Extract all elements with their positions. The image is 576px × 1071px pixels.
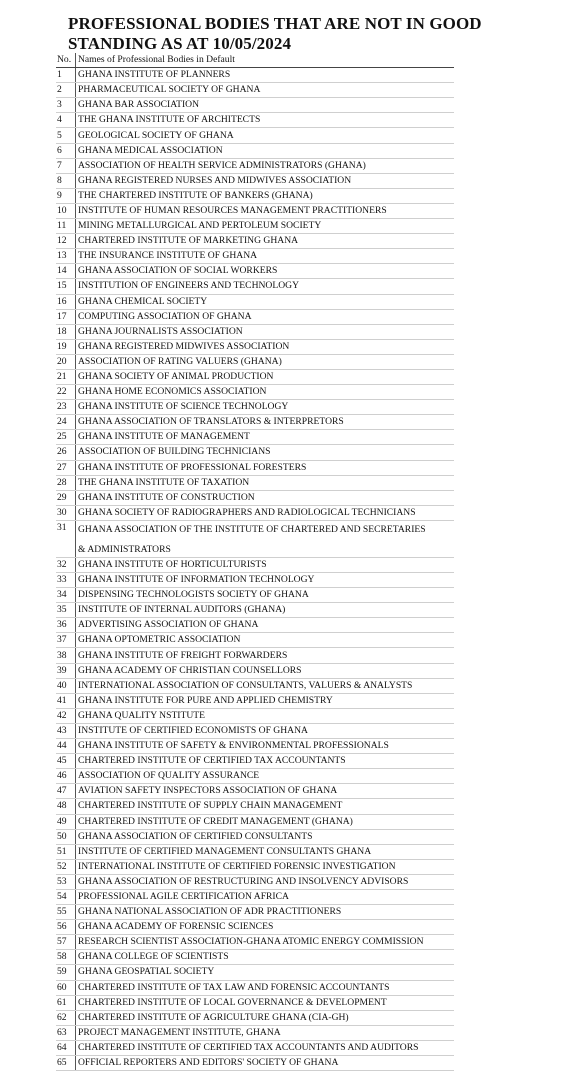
professional-body-name: PROJECT MANAGEMENT INSTITUTE, GHANA <box>76 1025 455 1040</box>
table-row <box>56 889 454 904</box>
professional-body-name: GHANA GEOSPATIAL SOCIETY <box>76 965 455 980</box>
row-number: 44 <box>56 739 76 754</box>
professional-body-name: GHANA ASSOCIATION OF RESTRUCTURING AND INSOLVENCY ADVISORS <box>76 874 455 889</box>
professional-body-name: OFFICIAL REPORTERS AND EDITORS' SOCIETY OF GHANA <box>76 1056 455 1071</box>
professional-body-name: ASSOCIATION OF QUALITY ASSURANCE <box>76 769 455 784</box>
table-row <box>56 173 454 188</box>
table-row <box>56 309 454 324</box>
table-row <box>56 445 454 460</box>
row-number: 18 <box>56 324 76 339</box>
row-number: 50 <box>56 829 76 844</box>
professional-body-name: GHANA INSTITUTE OF SCIENCE TECHNOLOGY <box>76 400 455 415</box>
table-row <box>56 505 454 520</box>
row-number: 33 <box>56 573 76 588</box>
professional-body-name: CHARTERED INSTITUTE OF TAX LAW AND FORENSIC ACCOUNTANTS <box>76 980 455 995</box>
table-row <box>56 603 454 618</box>
row-number: 42 <box>56 708 76 723</box>
table-row <box>56 950 454 965</box>
table-row <box>56 723 454 738</box>
table-body <box>56 68 454 1071</box>
table-row <box>56 520 454 557</box>
row-number: 38 <box>56 648 76 663</box>
professional-body-name: INSTITUTE OF CERTIFIED MANAGEMENT CONSULTANTS GHANA <box>76 844 455 859</box>
professional-body-name: COMPUTING ASSOCIATION OF GHANA <box>76 309 455 324</box>
professional-body-name: ASSOCIATION OF HEALTH SERVICE ADMINISTRATORS (GHANA) <box>76 158 455 173</box>
professional-body-name: GHANA BAR ASSOCIATION <box>76 98 455 113</box>
row-number: 5 <box>56 128 76 143</box>
table-row <box>56 234 454 249</box>
professional-body-name: INSTITUTION OF ENGINEERS AND TECHNOLOGY <box>76 279 455 294</box>
professional-body-name: ADVERTISING ASSOCIATION OF GHANA <box>76 618 455 633</box>
row-number: 28 <box>56 475 76 490</box>
row-number: 2 <box>56 83 76 98</box>
professional-body-name: GHANA INSTITUTE FOR PURE AND APPLIED CHEMISTRY <box>76 693 455 708</box>
row-number: 52 <box>56 859 76 874</box>
professional-body-name: MINING METALLURGICAL AND PERTOLEUM SOCIETY <box>76 219 455 234</box>
professional-body-name-line-1: GHANA ASSOCIATION OF THE INSTITUTE OF CHARTERED AND SECRETARIES <box>78 523 426 535</box>
table-row <box>56 385 454 400</box>
row-number: 30 <box>56 505 76 520</box>
table-row <box>56 980 454 995</box>
row-number: 22 <box>56 385 76 400</box>
professional-body-name: GHANA INSTITUTE OF PROFESSIONAL FORESTERS <box>76 460 455 475</box>
row-number: 12 <box>56 234 76 249</box>
table-row <box>56 113 454 128</box>
table-row <box>56 754 454 769</box>
table-row <box>56 905 454 920</box>
row-number: 11 <box>56 219 76 234</box>
table-row <box>56 708 454 723</box>
professional-body-name: GHANA ASSOCIATION OF TRANSLATORS & INTERPRETORS <box>76 415 455 430</box>
professional-body-name: GHANA INSTITUTE OF FREIGHT FORWARDERS <box>76 648 455 663</box>
table-row <box>56 663 454 678</box>
row-number: 6 <box>56 143 76 158</box>
row-number: 60 <box>56 980 76 995</box>
professional-body-name: GEOLOGICAL SOCIETY OF GHANA <box>76 128 455 143</box>
professional-body-name: ASSOCIATION OF BUILDING TECHNICIANS <box>76 445 455 460</box>
table-row <box>56 128 454 143</box>
row-number: 13 <box>56 249 76 264</box>
row-number: 24 <box>56 415 76 430</box>
row-number: 20 <box>56 354 76 369</box>
row-number: 39 <box>56 663 76 678</box>
row-number: 46 <box>56 769 76 784</box>
table-row <box>56 844 454 859</box>
row-number: 36 <box>56 618 76 633</box>
row-number: 64 <box>56 1040 76 1055</box>
table-row <box>56 294 454 309</box>
row-number: 1 <box>56 68 76 83</box>
table-row <box>56 1056 454 1071</box>
document-title <box>68 14 548 54</box>
row-number: 53 <box>56 874 76 889</box>
table-row <box>56 460 454 475</box>
row-number: 21 <box>56 369 76 384</box>
row-number: 9 <box>56 188 76 203</box>
table-row <box>56 430 454 445</box>
professional-body-name: THE GHANA INSTITUTE OF ARCHITECTS <box>76 113 455 128</box>
professional-body-name: CHARTERED INSTITUTE OF AGRICULTURE GHANA (CIA-GH) <box>76 1010 455 1025</box>
professional-body-name: GHANA CHEMICAL SOCIETY <box>76 294 455 309</box>
table-row <box>56 814 454 829</box>
row-number: 27 <box>56 460 76 475</box>
professional-body-name: CHARTERED INSTITUTE OF MARKETING GHANA <box>76 234 455 249</box>
professional-body-name-line-2: & ADMINISTRATORS <box>78 543 171 555</box>
table-row <box>56 339 454 354</box>
professional-body-name: INSTITUTE OF INTERNAL AUDITORS (GHANA) <box>76 603 455 618</box>
row-number: 29 <box>56 490 76 505</box>
row-number: 56 <box>56 920 76 935</box>
professional-body-name: PROFESSIONAL AGILE CERTIFICATION AFRICA <box>76 889 455 904</box>
professional-body-name: INTERNATIONAL INSTITUTE OF CERTIFIED FORENSIC INVESTIGATION <box>76 859 455 874</box>
table-row <box>56 369 454 384</box>
professional-body-name: INTERNATIONAL ASSOCIATION OF CONSULTANTS, VALUERS & ANALYSTS <box>76 678 455 693</box>
row-number: 48 <box>56 799 76 814</box>
default-bodies-table <box>56 53 454 1071</box>
professional-body-name: GHANA INSTITUTE OF MANAGEMENT <box>76 430 455 445</box>
row-number: 49 <box>56 814 76 829</box>
row-number: 58 <box>56 950 76 965</box>
table-row <box>56 324 454 339</box>
table-row <box>56 203 454 218</box>
professional-body-name: GHANA ACADEMY OF CHRISTIAN COUNSELLORS <box>76 663 455 678</box>
row-number: 26 <box>56 445 76 460</box>
table-row <box>56 573 454 588</box>
professional-body-name: GHANA QUALITY NSTITUTE <box>76 708 455 723</box>
table-row <box>56 693 454 708</box>
professional-body-name: PHARMACEUTICAL SOCIETY OF GHANA <box>76 83 455 98</box>
professional-body-name: GHANA ASSOCIATION OF CERTIFIED CONSULTANTS <box>76 829 455 844</box>
row-number: 15 <box>56 279 76 294</box>
professional-body-name: INSTITUTE OF HUMAN RESOURCES MANAGEMENT PRACTITIONERS <box>76 203 455 218</box>
professional-body-name: GHANA JOURNALISTS ASSOCIATION <box>76 324 455 339</box>
row-number: 17 <box>56 309 76 324</box>
row-number: 19 <box>56 339 76 354</box>
table-header-row <box>56 53 454 68</box>
row-number: 7 <box>56 158 76 173</box>
document-title-line-2: STANDING AS AT 10/05/2024 <box>68 34 292 53</box>
table-row <box>56 415 454 430</box>
professional-body-name: GHANA INSTITUTE OF INFORMATION TECHNOLOGY <box>76 573 455 588</box>
table-row <box>56 279 454 294</box>
professional-body-name: THE CHARTERED INSTITUTE OF BANKERS (GHANA) <box>76 188 455 203</box>
row-number: 31 <box>56 520 76 557</box>
professional-body-name: THE INSURANCE INSTITUTE OF GHANA <box>76 249 455 264</box>
row-number: 25 <box>56 430 76 445</box>
table-row <box>56 557 454 572</box>
table-row <box>56 799 454 814</box>
table-row <box>56 769 454 784</box>
table-row <box>56 490 454 505</box>
professional-body-name: RESEARCH SCIENTIST ASSOCIATION-GHANA ATOMIC ENERGY COMMISSION <box>76 935 455 950</box>
table-row <box>56 633 454 648</box>
table-row <box>56 475 454 490</box>
row-number: 65 <box>56 1056 76 1071</box>
table-row <box>56 829 454 844</box>
table-row <box>56 400 454 415</box>
table-row <box>56 784 454 799</box>
row-number: 51 <box>56 844 76 859</box>
row-number: 4 <box>56 113 76 128</box>
row-number: 47 <box>56 784 76 799</box>
document-title-line-1: PROFESSIONAL BODIES THAT ARE NOT IN GOOD <box>68 14 482 33</box>
row-number: 16 <box>56 294 76 309</box>
professional-body-name: GHANA INSTITUTE OF HORTICULTURISTS <box>76 557 455 572</box>
row-number: 55 <box>56 905 76 920</box>
professional-body-name: AVIATION SAFETY INSPECTORS ASSOCIATION OF GHANA <box>76 784 455 799</box>
table-row <box>56 739 454 754</box>
professional-body-name: GHANA SOCIETY OF RADIOGRAPHERS AND RADIOLOGICAL TECHNICIANS <box>76 505 455 520</box>
professional-body-name: GHANA REGISTERED NURSES AND MIDWIVES ASSOCIATION <box>76 173 455 188</box>
professional-body-name: GHANA MEDICAL ASSOCIATION <box>76 143 455 158</box>
row-number: 43 <box>56 723 76 738</box>
row-number: 62 <box>56 1010 76 1025</box>
row-number: 14 <box>56 264 76 279</box>
professional-body-name: ASSOCIATION OF RATING VALUERS (GHANA) <box>76 354 455 369</box>
row-number: 10 <box>56 203 76 218</box>
professional-body-name: GHANA INSTITUTE OF CONSTRUCTION <box>76 490 455 505</box>
table-row <box>56 188 454 203</box>
professional-body-name: GHANA COLLEGE OF SCIENTISTS <box>76 950 455 965</box>
professional-body-name: CHARTERED INSTITUTE OF CREDIT MANAGEMENT (GHANA) <box>76 814 455 829</box>
row-number: 40 <box>56 678 76 693</box>
row-number: 23 <box>56 400 76 415</box>
professional-body-name: GHANA HOME ECONOMICS ASSOCIATION <box>76 385 455 400</box>
table-row <box>56 935 454 950</box>
professional-body-name: CHARTERED INSTITUTE OF CERTIFIED TAX ACCOUNTANTS <box>76 754 455 769</box>
professional-body-name: THE GHANA INSTITUTE OF TAXATION <box>76 475 455 490</box>
table-row <box>56 1010 454 1025</box>
professional-body-name: GHANA SOCIETY OF ANIMAL PRODUCTION <box>76 369 455 384</box>
professional-body-name: GHANA REGISTERED MIDWIVES ASSOCIATION <box>76 339 455 354</box>
table-row <box>56 965 454 980</box>
table-row <box>56 219 454 234</box>
table-row <box>56 264 454 279</box>
row-number: 41 <box>56 693 76 708</box>
table-row <box>56 995 454 1010</box>
table-row <box>56 648 454 663</box>
column-header-no: No. <box>56 53 76 68</box>
table-row <box>56 874 454 889</box>
row-number: 57 <box>56 935 76 950</box>
row-number: 8 <box>56 173 76 188</box>
row-number: 32 <box>56 557 76 572</box>
row-number: 59 <box>56 965 76 980</box>
table-row <box>56 859 454 874</box>
row-number: 54 <box>56 889 76 904</box>
row-number: 3 <box>56 98 76 113</box>
table-row <box>56 618 454 633</box>
row-number: 63 <box>56 1025 76 1040</box>
table-row <box>56 98 454 113</box>
professional-body-name: INSTITUTE OF CERTIFIED ECONOMISTS OF GHANA <box>76 723 455 738</box>
professional-body-name: GHANA OPTOMETRIC ASSOCIATION <box>76 633 455 648</box>
table-row <box>56 1025 454 1040</box>
table-row <box>56 920 454 935</box>
professional-body-name: GHANA NATIONAL ASSOCIATION OF ADR PRACTITIONERS <box>76 905 455 920</box>
table-row <box>56 158 454 173</box>
professional-body-name: GHANA INSTITUTE OF SAFETY & ENVIRONMENTAL PROFESSIONALS <box>76 739 455 754</box>
column-header-name: Names of Professional Bodies in Default <box>76 53 455 68</box>
row-number: 35 <box>56 603 76 618</box>
table-row <box>56 143 454 158</box>
table-row <box>56 588 454 603</box>
row-number: 37 <box>56 633 76 648</box>
professional-body-name: GHANA INSTITUTE OF PLANNERS <box>76 68 455 83</box>
table-row <box>56 1040 454 1055</box>
table-row <box>56 68 454 83</box>
professional-body-name: CHARTERED INSTITUTE OF CERTIFIED TAX ACCOUNTANTS AND AUDITORS <box>76 1040 455 1055</box>
professional-body-name: CHARTERED INSTITUTE OF SUPPLY CHAIN MANAGEMENT <box>76 799 455 814</box>
professional-body-name: DISPENSING TECHNOLOGISTS SOCIETY OF GHANA <box>76 588 455 603</box>
table-row <box>56 678 454 693</box>
professional-body-name: GHANA ASSOCIATION OF SOCIAL WORKERS <box>76 264 455 279</box>
row-number: 34 <box>56 588 76 603</box>
table-row <box>56 83 454 98</box>
professional-body-name: GHANA ACADEMY OF FORENSIC SCIENCES <box>76 920 455 935</box>
professional-body-name <box>76 520 455 557</box>
row-number: 45 <box>56 754 76 769</box>
table-row <box>56 354 454 369</box>
row-number: 61 <box>56 995 76 1010</box>
professional-body-name: CHARTERED INSTITUTE OF LOCAL GOVERNANCE & DEVELOPMENT <box>76 995 455 1010</box>
table-row <box>56 249 454 264</box>
